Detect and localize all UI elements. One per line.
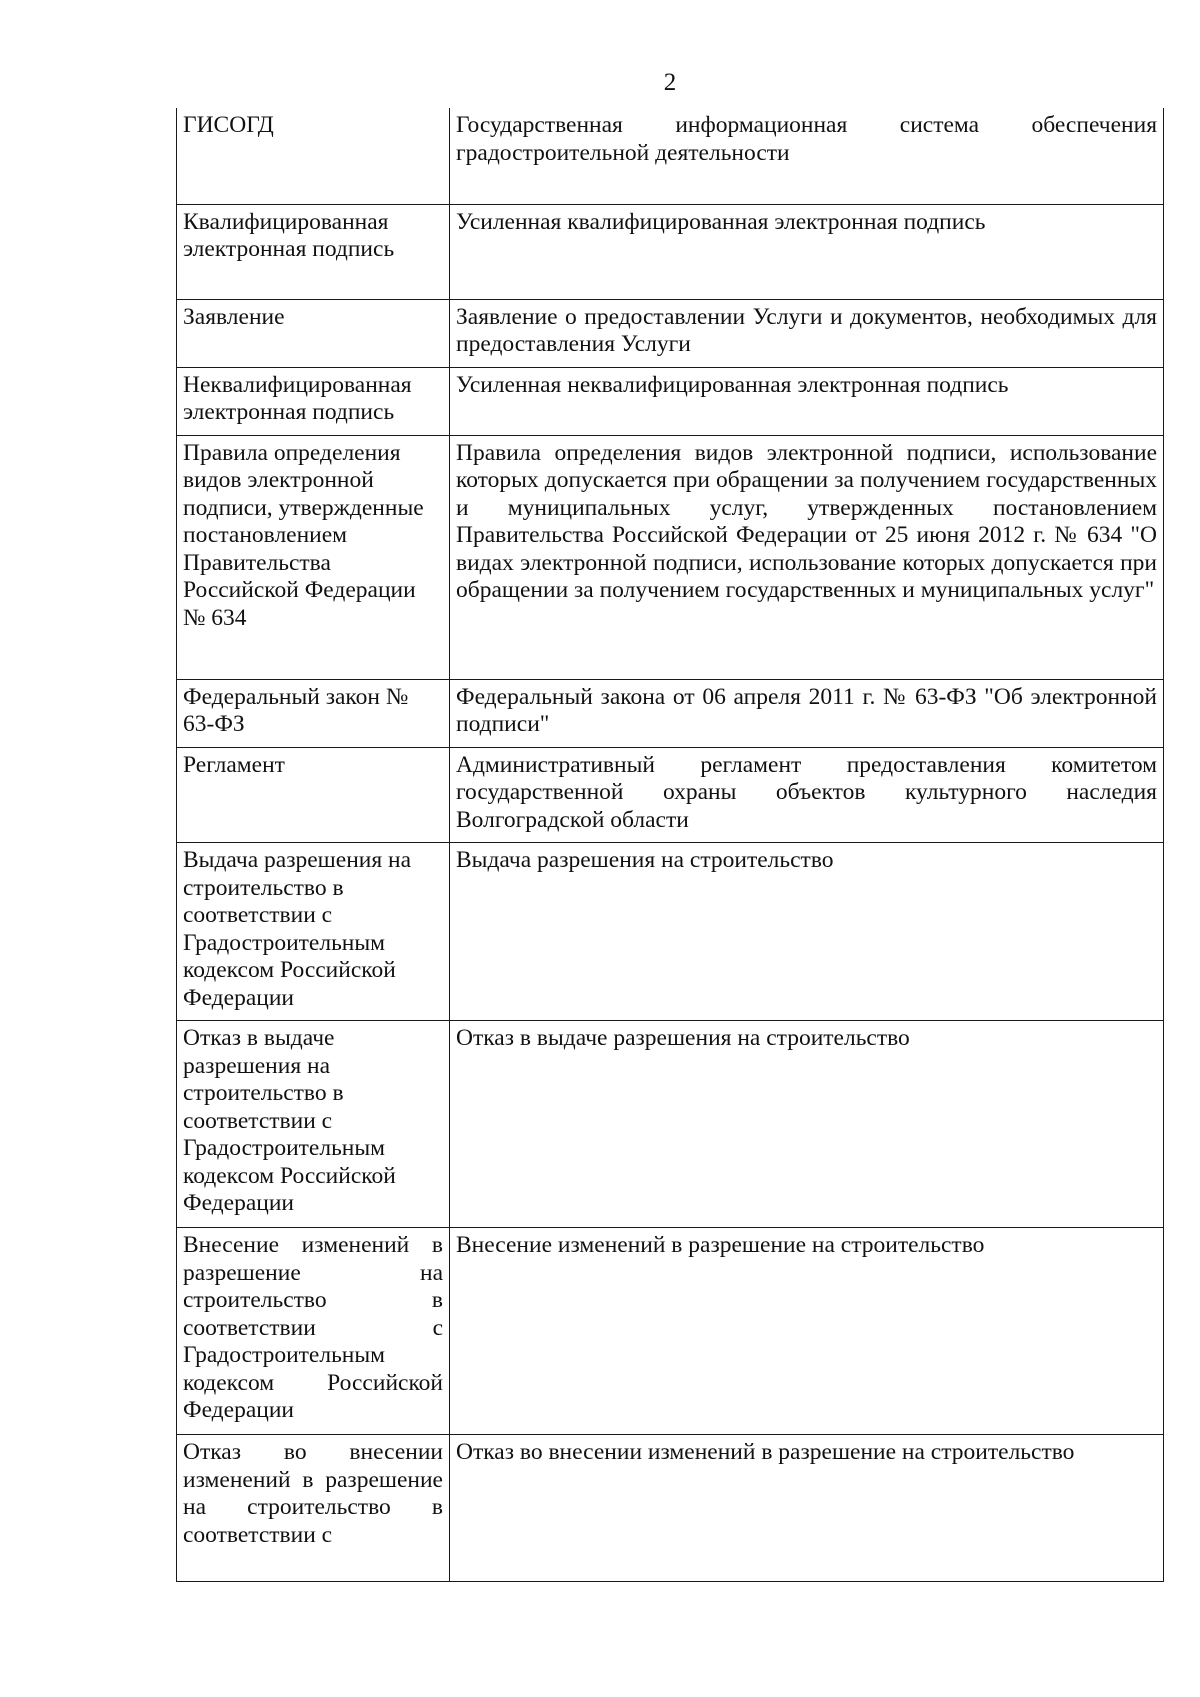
table-row — [177, 367, 1164, 435]
definition-cell: Отказ в выдаче разрешения на строительство — [450, 1021, 1164, 1228]
term-cell: Отказ во внесении изменений в разрешение на строительство в соответствии с — [177, 1435, 450, 1582]
definition-cell: Правила определения видов электронной подписи, использование которых допускается при обращении за получением государственных и муниципальных услуг, утвержденных постановлением Правительства Российской Федерации от 25 июня 2012 г. № 634 "О видах электронной подписи, использование которых допускается при обращении за получением государственных и муниципальных услуг" — [450, 435, 1164, 679]
definition-cell: Федеральный закона от 06 апреля 2011 г. № 63-ФЗ "Об электронной подписи" — [450, 679, 1164, 747]
table-row — [177, 843, 1164, 1021]
definition-cell: Выдача разрешения на строительство — [450, 843, 1164, 1021]
term-cell: Заявление — [177, 299, 450, 367]
definition-cell: Внесение изменений в разрешение на строительство — [450, 1228, 1164, 1435]
page-number: 2 — [663, 69, 677, 96]
table-row — [177, 1228, 1164, 1435]
table-row — [177, 747, 1164, 843]
term-cell: Квалифицированная электронная подпись — [177, 204, 450, 299]
table-row — [177, 299, 1164, 367]
table-row — [177, 204, 1164, 299]
definition-cell: Административный регламент предоставления комитетом государственной охраны объектов культурного наследия Волгоградской области — [450, 747, 1164, 843]
definition-cell: Усиленная неквалифицированная электронная подпись — [450, 367, 1164, 435]
term-cell: Выдача разрешения на строительство в соответствии с Градостроительным кодексом Российской Федерации — [177, 843, 450, 1021]
table-row — [177, 1435, 1164, 1582]
table-row — [177, 108, 1164, 204]
table-row — [177, 435, 1164, 679]
table-row — [177, 1021, 1164, 1228]
term-cell: Федеральный закон № 63-ФЗ — [177, 679, 450, 747]
term-cell: ГИСОГД — [177, 108, 450, 204]
term-cell: Неквалифицированная электронная подпись — [177, 367, 450, 435]
definition-cell: Заявление о предоставлении Услуги и документов, необходимых для предоставления Услуги — [450, 299, 1164, 367]
terms-table — [176, 108, 1164, 1582]
term-cell: Внесение изменений в разрешение на строительство в соответствии с Градостроительным кодексом Российской Федерации — [177, 1228, 450, 1435]
table-row — [177, 679, 1164, 747]
term-cell: Правила определения видов электронной подписи, утвержденные постановлением Правительства Российской Федерации № 634 — [177, 435, 450, 679]
definition-cell: Государственная информационная система обеспечения градостроительной деятельности — [450, 108, 1164, 204]
definition-cell: Усиленная квалифицированная электронная подпись — [450, 204, 1164, 299]
term-cell: Регламент — [177, 747, 450, 843]
definition-cell: Отказ во внесении изменений в разрешение на строительство — [450, 1435, 1164, 1582]
term-cell: Отказ в выдаче разрешения на строительство в соответствии с Градостроительным кодексом Российской Федерации — [177, 1021, 450, 1228]
